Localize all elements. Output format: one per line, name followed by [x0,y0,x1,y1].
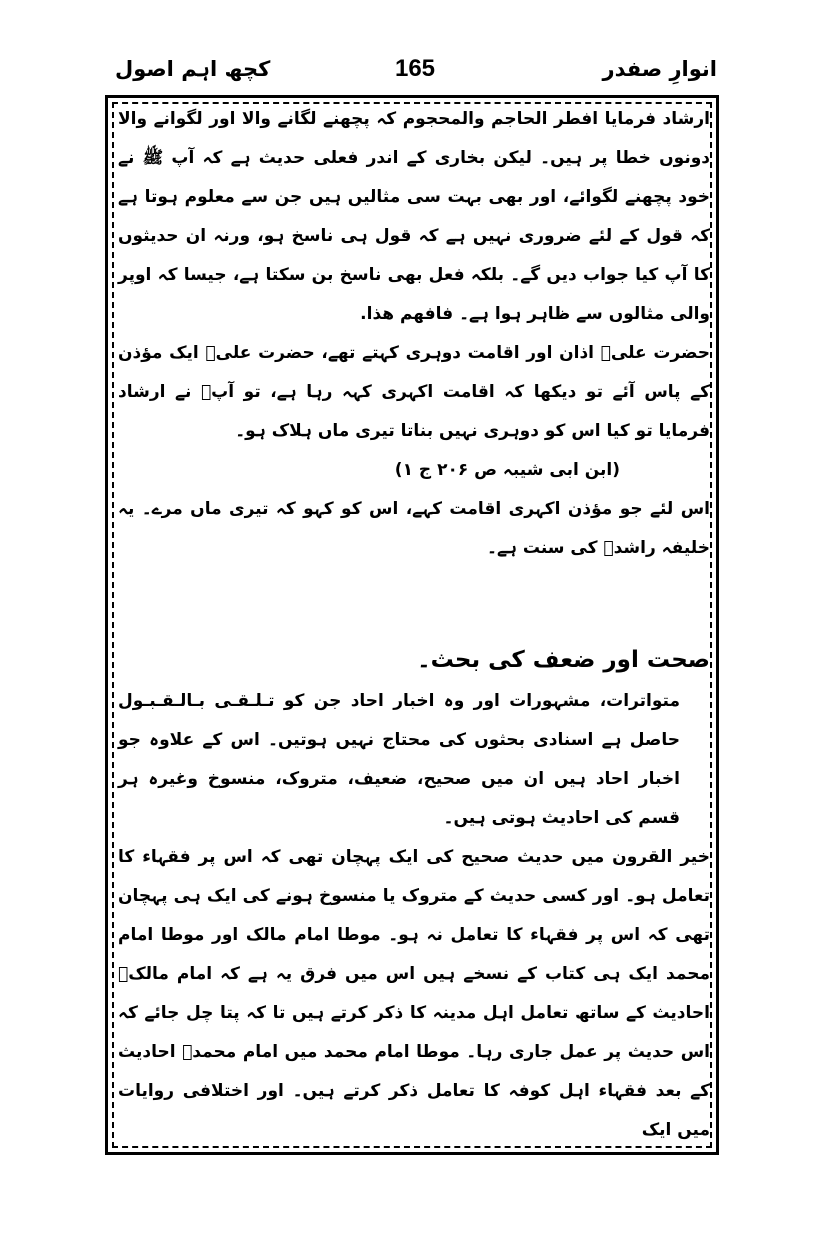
paragraph-mutawatirat: متواترات، مشہورات اور وہ اخبار احاد جن کو تـلـقـی بـالـقـبـول حاصل ہے اسنادی بحثوں کی محتاج نہیں ہوتیں۔ اس کے علاوہ جو اخبار احاد ہیں ان میں صحیح، ضعیف، متروک، منسوخ وغیرہ ہر قسم کی احادیث ہوتی ہیں۔ [118,691,680,828]
paragraph-naskh-example: ارشاد فرمایا افطر الحاجم والمحجوم کہ پچھنے لگانے والا اور لگوانے والا دونوں خطا پر ہیں۔ لیکن بخاری کے اندر فعلی حدیث ہے کہ آپ ﷺ نے خود پچھنے لگوائے، اور بھی بہت سی مثالیں ہیں جن سے معلوم ہوتا ہے کہ قول کے لئے ضروری نہیں ہے کہ قول ہی ناسخ ہو، ورنہ ان حدیثوں کا آپ کیا جواب دیں گے۔ بلکہ فعل بھی ناسخ بن سکتا ہے، جیسا کہ اوپر والی مثالوں سے ظاہر ہوا ہے۔ فافهم هذا. [118,109,710,324]
spacer [118,568,710,638]
paragraph-khair-ul-quroon: خیر القرون میں حدیث صحیح کی ایک پہچان تھی کہ اس پر فقہاء کا تعامل ہو۔ اور کسی حدیث کے متروک یا منسوخ ہونے کی ایک ہی پہچان تھی کہ اس پر فقہاء کا تعامل نہ ہو۔ موطا امام مالک اور موطا امام محمد ایک ہی کتاب کے نسخے ہیں اس میں فرق یہ ہے کہ امام مالکؒ احادیث کے ساتھ تعامل اہل مدینہ کا ذکر کرتے ہیں تا کہ پتا چل جائے کہ اس حدیث پر عمل جاری رہا۔ موطا امام محمد میں امام محمدؒ احادیث کے بعد فقہاء اہل کوفہ کا تعامل ذکر کرتے ہیں۔ اور اختلافی روایات میں ایک [118,847,710,1140]
page-content [118,100,710,1150]
paragraph-ali-iqamah: حضرت علیؓ اذان اور اقامت دوہری کہتے تھے، حضرت علیؓ ایک مؤذن کے پاس آئے تو دیکھا کہ اقامت اکہری کہہ رہا ہے، تو آپؓ نے ارشاد فرمایا تو کیا اس کو دوہری نہیں بناتا تیری ماں ہلاک ہو۔ [118,343,710,441]
reference-citation: (ابن ابی شیبہ ص ۲۰۶ ج ۱) [394,460,620,480]
chapter-title: کچھ اہم اصول [115,57,271,81]
section-heading: صحت اور ضعف کی بحث۔ [417,647,710,673]
book-title: انوارِ صفدر [602,57,717,81]
paragraph-muazzin: اس لئے جو مؤذن اکہری اقامت کہے، اس کو کہو کہ تیری ماں مرے۔ یہ خلیفہ راشدؓ کی سنت ہے۔ [118,499,710,558]
page-number: 165 [394,55,436,82]
page-header [105,55,725,91]
